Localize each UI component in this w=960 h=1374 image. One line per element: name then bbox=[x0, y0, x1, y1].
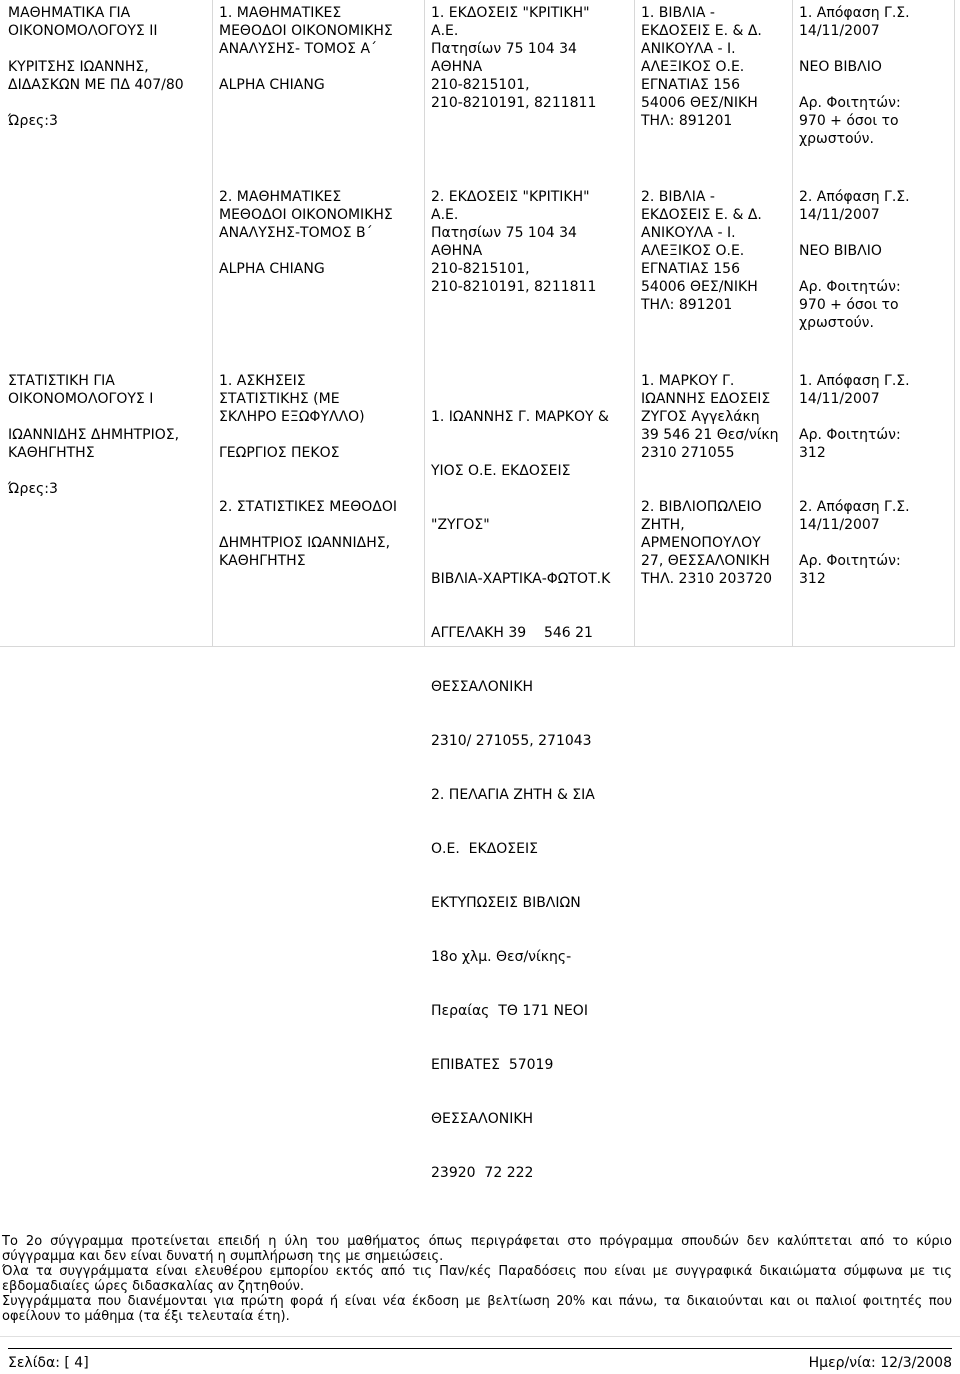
cell-line: "ΖΥΓΟΣ" bbox=[431, 517, 490, 533]
cell-line: Αρ. Φοιτητών: bbox=[799, 553, 901, 569]
cell-line: ΤΗΛ. 2310 203720 bbox=[641, 571, 773, 587]
cell-line: 2310 271055 bbox=[641, 445, 735, 461]
row3-distributor-cell bbox=[641, 372, 791, 588]
cell-line: Α.Ε. bbox=[431, 23, 459, 39]
cell-line: Αρ. Φοιτητών: bbox=[799, 427, 901, 443]
row1-course-cell bbox=[8, 4, 210, 130]
cell-line: 14/11/2007 bbox=[799, 517, 880, 533]
cell-line: ΑΡΜΕΝΟΠΟΥΛΟΥ bbox=[641, 535, 761, 551]
cell-line: 39 546 21 Θεσ/νίκη bbox=[641, 427, 779, 443]
cell-line: Πατησίων 75 104 34 bbox=[431, 41, 577, 57]
cell-line: 18ο χλμ. Θεσ/νίκης- bbox=[431, 949, 572, 965]
notes-bottom-rule bbox=[0, 1336, 960, 1337]
cell-line: ΜΕΘΟΔΟΙ ΟΙΚΟΝΟΜΙΚΗΣ bbox=[219, 207, 393, 223]
cell-line: ΘΕΣΣΑΛΟΝΙΚΗ bbox=[431, 1111, 534, 1127]
cell-line: Ώρες:3 bbox=[8, 113, 58, 129]
note-paragraph: Συγγράμματα που διανέμονται για πρώτη φορά ή είναι νέα έκδοση με βελτίωση 20% και πάνω, τα δικαιούνται και οι παλιοί φοιτητές που οφείλουν το μάθημα (τα έξι τελευταία έτη). bbox=[2, 1294, 952, 1324]
cell-line: 2. ΣΤΑΤΙΣΤΙΚΕΣ ΜΕΘΟΔΟΙ bbox=[219, 499, 398, 515]
note-paragraph: Το 2ο σύγγραμμα προτείνεται επειδή η ύλη του μαθήματος όπως περιγράφεται στο πρόγραμμα σπουδών δεν καλύπτεται από το κύριο σύγγραμμα και δεν είναι δυνατή η συμπλήρωση της με σημειώσεις. bbox=[2, 1234, 952, 1264]
cell-line: 2310/ 271055, 271043 bbox=[431, 733, 592, 749]
cell-line: 2. ΒΙΒΛΙΟΠΩΛΕΙΟ bbox=[641, 499, 762, 515]
cell-line: 2. ΕΚΔΟΣΕΙΣ "ΚΡΙΤΙΚΗ" bbox=[431, 189, 590, 205]
cell-line: ΣΤΑΤΙΣΤΙΚΗΣ (ΜΕ bbox=[219, 391, 340, 407]
cell-line: 1. ΑΣΚΗΣΕΙΣ bbox=[219, 373, 306, 389]
cell-line: 1. ΙΩΑΝΝΗΣ Γ. ΜΑΡΚΟΥ & bbox=[431, 409, 609, 425]
cell-line: ΔΙΔΑΣΚΩΝ ΜΕ ΠΔ 407/80 bbox=[8, 77, 184, 93]
cell-line: ΖΗΤΗ, bbox=[641, 517, 685, 533]
column-divider bbox=[792, 0, 793, 646]
column-divider bbox=[212, 0, 213, 646]
cell-line: ΣΚΛΗΡΟ ΕΞΩΦΥΛΛΟ) bbox=[219, 409, 365, 425]
cell-line: 14/11/2007 bbox=[799, 207, 880, 223]
cell-line: ΜΑΘΗΜΑΤΙΚΑ ΓΙΑ bbox=[8, 5, 131, 21]
cell-line: ΕΠΙΒΑΤΕΣ 57019 bbox=[431, 1057, 554, 1073]
cell-line: 1. Απόφαση Γ.Σ. bbox=[799, 5, 910, 21]
cell-line: 970 + όσοι το bbox=[799, 297, 899, 313]
cell-line: 2. Απόφαση Γ.Σ. bbox=[799, 189, 910, 205]
column-divider bbox=[954, 0, 955, 646]
cell-line: ΤΗΛ: 891201 bbox=[641, 297, 733, 313]
cell-line: 54006 ΘΕΣ/ΝΙΚΗ bbox=[641, 279, 758, 295]
row3-book-cell bbox=[219, 372, 422, 570]
cell-line: χρωστούν. bbox=[799, 131, 874, 147]
cell-line: 1. ΕΚΔΟΣΕΙΣ "ΚΡΙΤΙΚΗ" bbox=[431, 5, 590, 21]
cell-line: ΥΙΟΣ Ο.Ε. ΕΚΔΟΣΕΙΣ bbox=[431, 463, 571, 479]
cell-line: 312 bbox=[799, 445, 826, 461]
note-paragraph: Όλα τα συγγράμματα είναι ελευθέρου εμπορίου εκτός από τις Παν/κές Παραδόσεις που είναι με συγγραφικά δικαιώματα σύμφωνα με τις εβδομαδιαίες ώρες διδασκαλίας αν ζητηθούν. bbox=[2, 1264, 952, 1294]
cell-line: ΘΕΣΣΑΛΟΝΙΚΗ bbox=[431, 679, 534, 695]
notes-section bbox=[2, 1234, 952, 1324]
cell-line: ΑΛΕΞΙΚΟΣ Ο.Ε. bbox=[641, 243, 745, 259]
cell-line: ΝΕΟ ΒΙΒΛΙΟ bbox=[799, 59, 882, 75]
cell-line: ΒΙΒΛΙΑ-ΧΑΡΤΙΚΑ-ΦΩΤΟΤ.Κ bbox=[431, 571, 611, 587]
cell-line: χρωστούν. bbox=[799, 315, 874, 331]
cell-line: ΑΝΙΚΟΥΛΑ - Ι. bbox=[641, 41, 736, 57]
cell-line: ΑΓΓΕΛΑΚΗ 39 546 21 bbox=[431, 625, 593, 641]
row1-publisher-cell bbox=[431, 4, 632, 112]
cell-line: ΑΘΗΝΑ bbox=[431, 59, 483, 75]
row3-decision-cell bbox=[799, 372, 953, 588]
cell-line: 210-8215101, bbox=[431, 261, 530, 277]
cell-line: ΙΩΑΝΝΗΣ ΕΔΟΣΕΙΣ bbox=[641, 391, 771, 407]
cell-line: ΣΤΑΤΙΣΤΙΚΗ ΓΙΑ bbox=[8, 373, 115, 389]
cell-line: ΕΚΔΟΣΕΙΣ Ε. & Δ. bbox=[641, 23, 762, 39]
cell-line: 14/11/2007 bbox=[799, 23, 880, 39]
row2-decision-cell bbox=[799, 188, 953, 332]
cell-line: ΝΕΟ ΒΙΒΛΙΟ bbox=[799, 243, 882, 259]
cell-line: 210-8210191, 8211811 bbox=[431, 279, 597, 295]
column-divider bbox=[634, 0, 635, 646]
cell-line: 2. ΜΑΘΗΜΑΤΙΚΕΣ bbox=[219, 189, 342, 205]
cell-line: ΔΗΜΗΤΡΙΟΣ ΙΩΑΝΝΙΔΗΣ, bbox=[219, 535, 391, 551]
cell-line: ΖΥΓΟΣ Αγγελάκη bbox=[641, 409, 760, 425]
cell-line: 1. ΜΑΘΗΜΑΤΙΚΕΣ bbox=[219, 5, 342, 21]
cell-line: 27, ΘΕΣΣΑΛΟΝΙΚΗ bbox=[641, 553, 770, 569]
cell-line: Α.Ε. bbox=[431, 207, 459, 223]
row2-publisher-cell bbox=[431, 188, 632, 296]
cell-line: Πατησίων 75 104 34 bbox=[431, 225, 577, 241]
cell-line: ΓΕΩΡΓΙΟΣ ΠΕΚΟΣ bbox=[219, 445, 340, 461]
cell-line: ΑΝΑΛΥΣΗΣ-ΤΟΜΟΣ Β΄ bbox=[219, 225, 373, 241]
cell-line: 1. Απόφαση Γ.Σ. bbox=[799, 373, 910, 389]
cell-line: ΚΑΘΗΓΗΤΗΣ bbox=[219, 553, 306, 569]
cell-line: ΚΥΡΙΤΣΗΣ ΙΩΑΝΝΗΣ, bbox=[8, 59, 149, 75]
cell-line: 1. ΜΑΡΚΟΥ Γ. bbox=[641, 373, 735, 389]
row1-distributor-cell bbox=[641, 4, 791, 130]
cell-line: ΑΝΑΛΥΣΗΣ- ΤΟΜΟΣ Α΄ bbox=[219, 41, 378, 57]
cell-line: 23920 72 222 bbox=[431, 1165, 534, 1181]
row3-publisher-cell bbox=[431, 372, 632, 1200]
cell-line: Αρ. Φοιτητών: bbox=[799, 279, 901, 295]
cell-line: ΕΓΝΑΤΙΑΣ 156 bbox=[641, 261, 740, 277]
row1-book-cell bbox=[219, 4, 422, 94]
cell-line: 210-8210191, 8211811 bbox=[431, 95, 597, 111]
cell-line: Ο.Ε. ΕΚΔΟΣΕΙΣ bbox=[431, 841, 538, 857]
cell-line: 54006 ΘΕΣ/ΝΙΚΗ bbox=[641, 95, 758, 111]
page-footer bbox=[8, 1354, 952, 1372]
cell-line: 312 bbox=[799, 571, 826, 587]
document-date: Ημερ/νία: 12/3/2008 bbox=[808, 1355, 952, 1371]
cell-line: ΜΕΘΟΔΟΙ ΟΙΚΟΝΟΜΙΚΗΣ bbox=[219, 23, 393, 39]
cell-line: ALPHA CHIANG bbox=[219, 261, 325, 277]
cell-line: ΕΚΤΥΠΩΣΕΙΣ ΒΙΒΛΙΩΝ bbox=[431, 895, 581, 911]
cell-line: ΚΑΘΗΓΗΤΗΣ bbox=[8, 445, 95, 461]
row2-distributor-cell bbox=[641, 188, 791, 314]
cell-line: 14/11/2007 bbox=[799, 391, 880, 407]
cell-line: ALPHA CHIANG bbox=[219, 77, 325, 93]
column-divider bbox=[424, 0, 425, 646]
row2-book-cell bbox=[219, 188, 422, 278]
cell-line: 210-8215101, bbox=[431, 77, 530, 93]
cell-line: ΑΝΙΚΟΥΛΑ - Ι. bbox=[641, 225, 736, 241]
cell-line: 970 + όσοι το bbox=[799, 113, 899, 129]
row3-course-cell bbox=[8, 372, 210, 498]
cell-line: ΕΓΝΑΤΙΑΣ 156 bbox=[641, 77, 740, 93]
cell-line: 1. ΒΙΒΛΙΑ - bbox=[641, 5, 715, 21]
cell-line: Περαίας ΤΘ 171 ΝΕΟΙ bbox=[431, 1003, 588, 1019]
cell-line: 2. ΒΙΒΛΙΑ - bbox=[641, 189, 715, 205]
page-number: Σελίδα: [ 4] bbox=[8, 1355, 89, 1371]
cell-line: ΟΙΚΟΝΟΜΟΛΟΓΟΥΣ ΙΙ bbox=[8, 23, 158, 39]
row1-decision-cell bbox=[799, 4, 953, 148]
cell-line: ΟΙΚΟΝΟΜΟΛΟΓΟΥΣ Ι bbox=[8, 391, 154, 407]
cell-line: ΙΩΑΝΝΙΔΗΣ ΔΗΜΗΤΡΙΟΣ, bbox=[8, 427, 180, 443]
cell-line: Αρ. Φοιτητών: bbox=[799, 95, 901, 111]
cell-line: 2. ΠΕΛΑΓΙΑ ΖΗΤΗ & ΣΙΑ bbox=[431, 787, 595, 803]
cell-line: ΕΚΔΟΣΕΙΣ Ε. & Δ. bbox=[641, 207, 762, 223]
cell-line: ΑΘΗΝΑ bbox=[431, 243, 483, 259]
cell-line: Ώρες:3 bbox=[8, 481, 58, 497]
cell-line: ΑΛΕΞΙΚΟΣ Ο.Ε. bbox=[641, 59, 745, 75]
cell-line: 2. Απόφαση Γ.Σ. bbox=[799, 499, 910, 515]
footer-rule bbox=[8, 1348, 952, 1349]
cell-line: ΤΗΛ: 891201 bbox=[641, 113, 733, 129]
